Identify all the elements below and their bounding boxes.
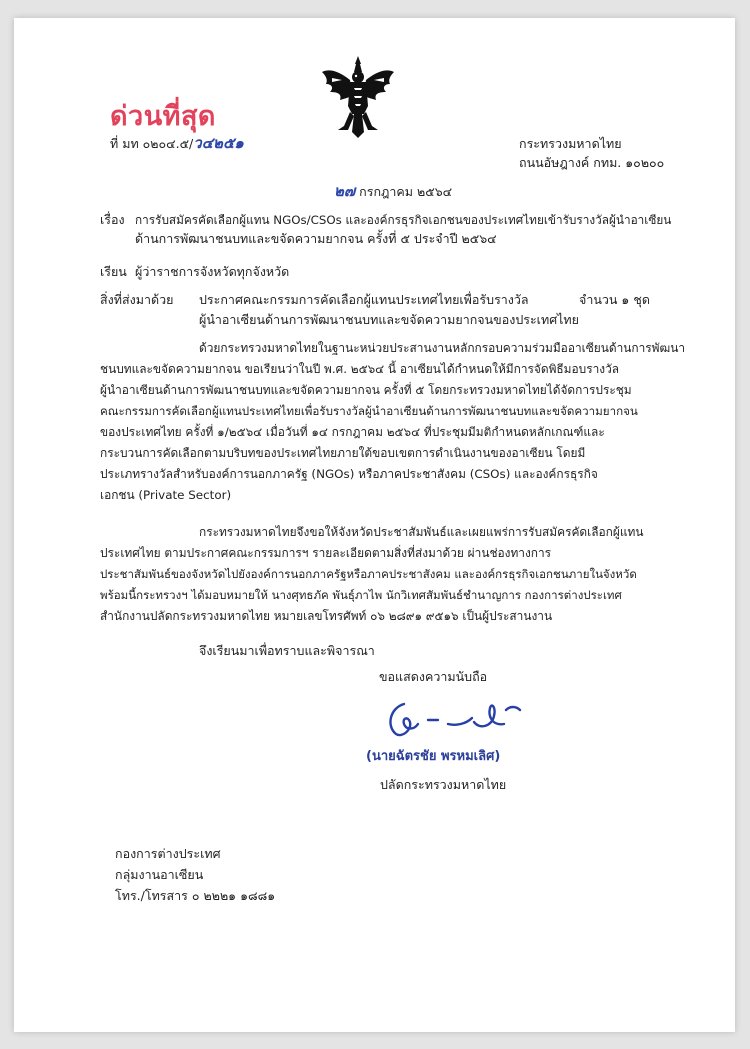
recipient-label: เรียน	[100, 264, 127, 279]
ministry-name: กระทรวงมหาดไทย	[519, 136, 622, 151]
closing-regards: ขอแสดงความนับถือ	[379, 669, 488, 684]
footer-unit: กลุ่มงานอาเซียน	[115, 867, 204, 882]
paragraph-1-line: ด้วยกระทรวงมหาดไทยในฐานะหน่วยประสานงานหลักกรอบความร่วมมืออาเซียนด้านการพัฒนา	[199, 341, 686, 355]
recipient-value: ผู้ว่าราชการจังหวัดทุกจังหวัด	[135, 264, 290, 279]
document-number-prefix: ที่ มท ๐๒๐๔.๕/	[110, 136, 194, 151]
subject-line-1: การรับสมัครคัดเลือกผู้แทน NGOs/CSOs และองค์กรธุรกิจเอกชนของประเทศไทยเข้ารับรางวัลผู้นำอาเซียน	[135, 213, 672, 227]
date-month-year: กรกฎาคม ๒๕๖๔	[359, 184, 453, 199]
footer-division: กองการต่างประเทศ	[115, 846, 221, 861]
paragraph-1-line: ชนบทและขจัดความยากจน ขอเรียนว่าในปี พ.ศ. ๒๕๖๔ นี้ อาเซียนได้กำหนดให้มีการจัดพิธีมอบรางวัล	[100, 362, 620, 376]
paragraph-2-line: ประเทศไทย ตามประกาศคณะกรรมการฯ รายละเอียดตามสิ่งที่ส่งมาด้วย ผ่านช่องทางการ	[100, 546, 552, 560]
paragraph-1-line: ของประเทศไทย ครั้งที่ ๑/๒๕๖๔ เมื่อวันที่ ๑๔ กรกฎาคม ๒๕๖๔ ที่ประชุมมีมติกำหนดหลักเกณฑ์และ	[100, 425, 605, 439]
subject-line-2: ด้านการพัฒนาชนบทและขจัดความยากจน ครั้งที่ ๕ ประจำปี ๒๕๖๔	[135, 231, 497, 246]
signer-position: ปลัดกระทรวงมหาดไทย	[380, 777, 507, 792]
paragraph-1-line: ผู้นำอาเซียนด้านการพัฒนาชนบทและขจัดความยากจน ครั้งที่ ๕ โดยกระทรวงมหาดไทยได้จัดการประชุม	[100, 383, 632, 397]
enclosure-quantity: จำนวน ๑ ชุด	[579, 292, 650, 307]
garuda-emblem-icon	[320, 54, 396, 140]
paragraph-1-line: ประเภทรางวัลสำหรับองค์การนอกภาครัฐ (NGOs) หรือภาคประชาสังคม (CSOs) และองค์กรธุรกิจ	[100, 467, 598, 481]
document-date	[334, 183, 452, 200]
enclosure-line-1: ประกาศคณะกรรมการคัดเลือกผู้แทนประเทศไทยเพื่อรับรางวัล	[199, 292, 529, 307]
paragraph-1-line: กระบวนการคัดเลือกตามบริบทของประเทศไทยภายใต้ขอบเขตการดำเนินงานของอาเซียน โดยมี	[100, 446, 586, 460]
enclosure-line-2: ผู้นำอาเซียนด้านการพัฒนาชนบทและขจัดความยากจนของประเทศไทย	[199, 312, 579, 327]
ministry-address: ถนนอัษฎางค์ กทม. ๑๐๒๐๐	[519, 155, 665, 170]
urgency-stamp: ด่วนที่สุด	[110, 101, 216, 132]
paragraph-2-line: กระทรวงมหาดไทยจึงขอให้จังหวัดประชาสัมพันธ์และเผยแพร่การรับสมัครคัดเลือกผู้แทน	[199, 525, 644, 539]
enclosure-label: สิ่งที่ส่งมาด้วย	[100, 292, 174, 307]
signature-image	[382, 696, 527, 740]
signer-name: (นายฉัตรชัย พรหมเลิศ)	[366, 749, 501, 764]
document-number-handwritten: ว๔๒๕๑	[193, 134, 244, 152]
paragraph-2-line: สำนักงานปลัดกระทรวงมหาดไทย หมายเลขโทรศัพท์ ๐๖ ๒๘๙๑ ๙๕๑๖ เป็นผู้ประสานงาน	[100, 609, 553, 623]
paragraph-2-line: พร้อมนี้กระทรวงฯ ได้มอบหมายให้ นางศุทธภัค พันธุ์ภาไพ นักวิเทศสัมพันธ์ชำนาญการ กองการต่างประเทศ	[100, 588, 622, 602]
footer-phone: โทร./โทรสาร ๐ ๒๒๒๑ ๑๘๘๑	[115, 888, 276, 903]
document-number	[110, 135, 244, 152]
date-day-handwritten: ๒๗	[334, 182, 356, 200]
document-page	[14, 18, 735, 1032]
paragraph-1-line: คณะกรรมการคัดเลือกผู้แทนประเทศไทยเพื่อรับรางวัลผู้นำอาเซียนด้านการพัฒนาชนบทและขจัดความยากจน	[100, 404, 638, 418]
paragraph-1-line: เอกชน (Private Sector)	[100, 488, 232, 502]
paragraph-3: จึงเรียนมาเพื่อทราบและพิจารณา	[199, 643, 375, 658]
paragraph-2-line: ประชาสัมพันธ์ของจังหวัดไปยังองค์การนอกภาครัฐหรือภาคประชาสังคม และองค์กรธุรกิจเอกชนภายในจังหวัด	[100, 567, 637, 581]
subject-label: เรื่อง	[100, 212, 125, 227]
